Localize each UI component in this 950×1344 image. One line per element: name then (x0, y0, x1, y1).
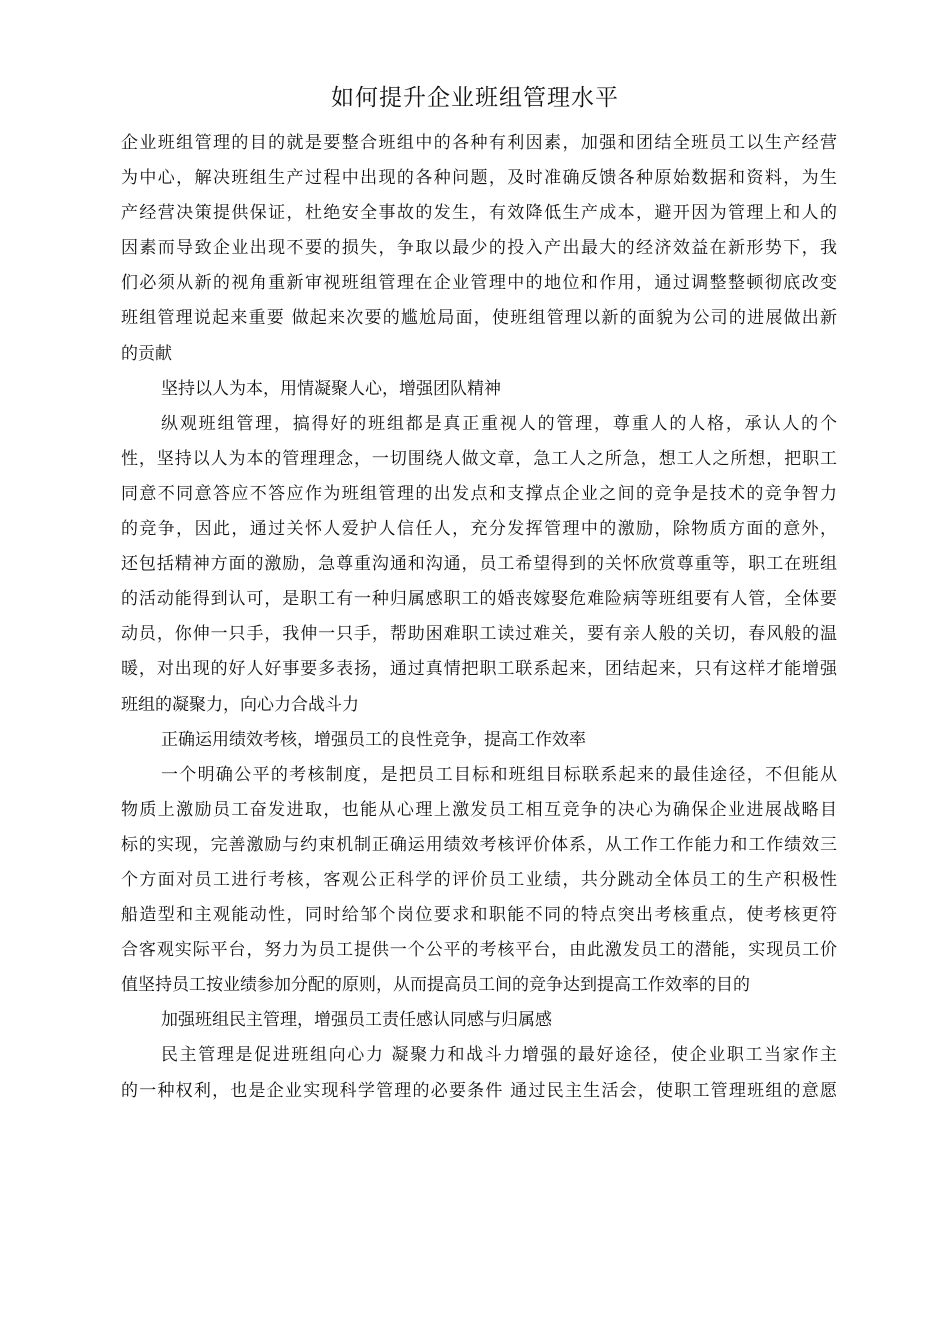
section-heading-3: 加强班组民主管理，增强员工责任感认同感与归属感 (161, 1010, 552, 1031)
text-line: 动员，你伸一只手，我伸一只手，帮助困难职工读过难关，要有亲人般的关切，春风般的温 (121, 624, 837, 645)
section-paragraph-3 (121, 1038, 837, 1108)
text-line: 的一种权利，也是企业实现科学管理的必要条件 通过民主生活会，使职工管理班组的意愿 (121, 1080, 837, 1101)
section-paragraph-2 (121, 758, 837, 1004)
text-line: 的竞争，因此，通过关怀人爱护人信任人，充分发挥管理中的激励，除物质方面的意外， (121, 519, 837, 540)
text-line: 合客观实际平台，努力为员工提供一个公平的考核平台，由此激发员工的潜能，实现员工价 (121, 940, 837, 961)
text-line: 班组的凝聚力，向心力合战斗力 (121, 694, 359, 715)
text-line: 性，坚持以人为本的管理理念，一切围绕人做文章，急工人之所急，想工人之所想，把职工 (121, 448, 837, 469)
document-body (121, 126, 837, 1109)
intro-paragraph (121, 126, 837, 372)
text-line: 值坚持员工按业绩参加分配的原则，从而提高员工间的竞争达到提高工作效率的目的 (121, 975, 750, 996)
text-line: 民主管理是促进班组向心力 凝聚力和战斗力增强的最好途径，使企业职工当家作主 (161, 1045, 837, 1066)
text-line: 船造型和主观能动性，同时给邹个岗位要求和职能不同的特点突出考核重点，使考核更符 (121, 905, 837, 926)
text-line: 因素而导致企业出现不要的损失，争取以最少的投入产出最大的经济效益在新形势下，我 (121, 238, 837, 259)
document-title: 如何提升企业班组管理水平 (331, 85, 619, 111)
section-paragraph-1 (121, 407, 837, 723)
text-line: 一个明确公平的考核制度，是把员工目标和班组目标联系起来的最佳途径，不但能从 (161, 764, 837, 785)
text-line: 企业班组管理的目的就是要整合班组中的各种有利因素，加强和团结全班员工以生产经营 (121, 133, 837, 153)
section-heading-2: 正确运用绩效考核，增强员工的良性竞争，提高工作效率 (161, 729, 586, 750)
section-heading-1: 坚持以人为本，用情凝聚人心，增强团队精神 (161, 378, 501, 399)
text-line: 为中心，解决班组生产过程中出现的各种问题，及时准确反馈各种原始数据和资料，为生 (121, 168, 837, 189)
text-line: 物质上激励员工奋发进取，也能从心理上激发员工相互竞争的决心为确保企业进展战略目 (121, 799, 837, 820)
text-line: 同意不同意答应不答应作为班组管理的出发点和支撑点企业之间的竞争是技术的竞争智力 (121, 483, 837, 504)
text-line: 们必须从新的视角重新审视班组管理在企业管理中的地位和作用，通过调整整顿彻底改变 (121, 273, 837, 294)
text-line: 的贡献 (121, 343, 172, 364)
text-line: 个方面对员工进行考核，客观公正科学的评价员工业绩，共分跳动全体员工的生产积极性 (121, 869, 837, 890)
text-line: 还包括精神方面的激励，急尊重沟通和沟通，员工希望得到的关怀欣赏尊重等，职工在班组 (121, 554, 837, 575)
text-line: 班组管理说起来重要 做起来次要的尴尬局面，使班组管理以新的面貌为公司的进展做出新 (121, 308, 837, 329)
text-line: 暖，对出现的好人好事要多表扬，通过真情把职工联系起来，团结起来，只有这样才能增强 (121, 659, 837, 680)
text-line: 产经营决策提供保证，杜绝安全事故的发生，有效降低生产成本，避开因为管理上和人的 (121, 203, 837, 224)
text-line: 标的实现，完善激励与约束机制正确运用绩效考核评价体系，从工作工作能力和工作绩效三 (121, 834, 837, 855)
text-line: 的活动能得到认可，是职工有一种归属感职工的婚丧嫁娶危难险病等班组要有人管，全体要 (121, 589, 837, 610)
text-line: 纵观班组管理，搞得好的班组都是真正重视人的管理，尊重人的人格，承认人的个 (161, 413, 837, 434)
